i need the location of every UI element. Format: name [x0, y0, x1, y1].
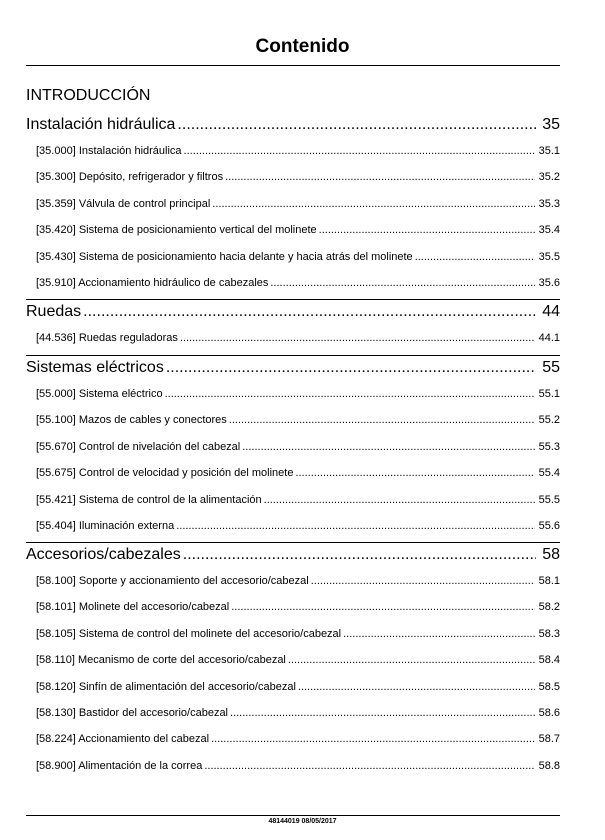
toc-section-page: 58.8: [538, 759, 560, 772]
toc-section-page: 55.5: [538, 493, 560, 506]
toc-leader-dots: [298, 681, 535, 693]
toc-chapter-row[interactable]: [26, 546, 560, 564]
toc-section-row[interactable]: [26, 628, 560, 640]
toc-leader-dots: [225, 171, 534, 183]
chapter-separator: [26, 355, 560, 356]
toc-leader-dots: [180, 332, 535, 344]
toc-section-row[interactable]: [26, 494, 560, 506]
toc-section-row[interactable]: [26, 198, 560, 210]
toc-section-page: 35.3: [538, 197, 560, 210]
toc-section-page: 35.5: [538, 250, 560, 263]
toc-chapter-label[interactable]: Instalación hidráulica: [26, 116, 176, 133]
toc-section-row[interactable]: [26, 171, 560, 183]
toc-section-page: 55.2: [538, 414, 560, 427]
toc-section-label[interactable]: [35.359] Válvula de control principal: [36, 197, 211, 210]
toc-chapter-page: 35: [542, 116, 560, 133]
toc-section-page: 58.5: [538, 680, 560, 693]
toc-section-page: 58.6: [538, 707, 560, 719]
toc-section-row[interactable]: [26, 467, 560, 479]
toc-section-label[interactable]: [55.421] Sistema de control de la alimentación: [36, 493, 262, 506]
toc-leader-dots: [177, 116, 536, 134]
toc-section-row[interactable]: [26, 414, 560, 426]
toc-section-page: 55.1: [538, 388, 560, 400]
toc-section-label[interactable]: [58.101] Molinete del accesorio/cabezal: [36, 601, 230, 614]
toc-section-row[interactable]: [26, 601, 560, 613]
toc-section-row[interactable]: [26, 654, 560, 666]
toc-leader-dots: [166, 359, 536, 377]
toc-section-page: 55.3: [538, 440, 560, 453]
intro-heading[interactable]: INTRODUCCIÓN: [26, 87, 151, 104]
toc-section-label[interactable]: [55.404] Iluminación externa: [36, 520, 175, 532]
toc-section-label[interactable]: [58.224] Accionamiento del cabezal: [36, 733, 210, 746]
toc-section-page: 44.1: [538, 332, 560, 344]
toc-section-label[interactable]: [35.430] Sistema de posicionamiento hacia delante y hacia atrás del molinete: [36, 250, 413, 263]
toc-section-row[interactable]: [26, 224, 560, 236]
document-footer: 48144019 08/05/2017: [268, 818, 337, 825]
toc-section-label[interactable]: [55.000] Sistema eléctrico: [36, 388, 163, 400]
page-title: Contenido: [255, 36, 350, 57]
toc-chapter-row[interactable]: [26, 359, 560, 377]
toc-leader-dots: [83, 303, 536, 321]
toc-chapter-row[interactable]: [26, 303, 560, 321]
toc-section-row[interactable]: [26, 441, 560, 453]
toc-chapter-page: 58: [542, 546, 560, 563]
toc-section-row[interactable]: [26, 733, 560, 745]
footer-rule: [26, 815, 560, 816]
toc-section-label[interactable]: [35.910] Accionamiento hidráulico de cabezales: [36, 277, 269, 289]
toc-section-row[interactable]: [26, 760, 560, 772]
toc-section-label[interactable]: [55.100] Mazos de cables y conectores: [36, 414, 227, 427]
toc-leader-dots: [211, 733, 535, 745]
toc-chapter-label[interactable]: Ruedas: [26, 303, 82, 320]
toc-leader-dots: [311, 575, 535, 587]
toc-leader-dots: [212, 198, 534, 210]
toc-section-row[interactable]: [26, 707, 560, 719]
toc-section-row[interactable]: [26, 388, 560, 400]
toc-leader-dots: [231, 601, 534, 613]
toc-section-row[interactable]: [26, 251, 560, 263]
title-rule: [26, 65, 560, 66]
toc-section-label[interactable]: [35.300] Depósito, refrigerador y filtros: [36, 171, 224, 184]
toc-leader-dots: [176, 520, 534, 532]
toc-leader-dots: [229, 414, 535, 426]
toc-section-label[interactable]: [58.110] Mecanismo de corte del accesorio/cabezal: [36, 654, 286, 667]
toc-chapter-page: 55: [542, 359, 560, 376]
toc-section-page: 58.3: [538, 627, 560, 640]
toc-leader-dots: [270, 277, 534, 289]
toc-section-row[interactable]: [26, 332, 560, 344]
toc-section-row[interactable]: [26, 681, 560, 693]
toc-section-row[interactable]: [26, 520, 560, 532]
toc-leader-dots: [415, 251, 535, 263]
toc-section-label[interactable]: [58.105] Sistema de control del molinete del accesorio/cabezal: [36, 627, 342, 640]
toc-leader-dots: [204, 760, 534, 772]
toc-chapter-label[interactable]: Sistemas eléctricos: [26, 359, 164, 376]
toc-section-row[interactable]: [26, 277, 560, 289]
toc-leader-dots: [184, 145, 535, 157]
toc-leader-dots: [319, 224, 535, 236]
toc-leader-dots: [343, 628, 534, 640]
chapter-separator: [26, 299, 560, 300]
toc-chapter-page: 44: [542, 303, 560, 320]
toc-section-row[interactable]: [26, 145, 560, 157]
toc-section-label[interactable]: [55.670] Control de nivelación del cabezal: [36, 440, 241, 453]
toc-section-label[interactable]: [58.900] Alimentación de la correa: [36, 759, 203, 772]
toc-section-label[interactable]: [44.536] Ruedas reguladoras: [36, 332, 178, 344]
chapter-separator: [26, 542, 560, 543]
toc-leader-dots: [264, 494, 535, 506]
toc-leader-dots: [242, 441, 534, 453]
toc-section-page: 58.2: [538, 601, 560, 614]
toc-section-page: 58.1: [538, 575, 560, 587]
toc-leader-dots: [165, 388, 535, 400]
toc-section-row[interactable]: [26, 575, 560, 587]
toc-section-page: 58.4: [538, 654, 560, 667]
toc-section-page: 58.7: [538, 733, 560, 746]
toc-section-page: 35.4: [538, 224, 560, 237]
toc-section-page: 35.1: [538, 145, 560, 157]
toc-section-label[interactable]: [55.675] Control de velocidad y posición del molinete: [36, 467, 294, 480]
toc-section-page: 35.2: [538, 171, 560, 184]
toc-section-page: 55.6: [538, 520, 560, 532]
toc-section-label[interactable]: [35.000] Instalación hidráulica: [36, 145, 182, 157]
toc-leader-dots: [288, 654, 535, 666]
toc-section-label[interactable]: [58.120] Sinfín de alimentación del accesorio/cabezal: [36, 680, 296, 693]
toc-leader-dots: [230, 707, 535, 719]
toc-section-label[interactable]: [35.420] Sistema de posicionamiento vertical del molinete: [36, 224, 317, 237]
toc-leader-dots: [183, 546, 536, 564]
toc-section-label[interactable]: [58.130] Bastidor del accesorio/cabezal: [36, 707, 229, 719]
toc-chapter-row[interactable]: [26, 116, 560, 134]
toc-section-label[interactable]: [58.100] Soporte y accionamiento del accesorio/cabezal: [36, 575, 309, 587]
toc-section-page: 55.4: [538, 467, 560, 480]
toc-section-page: 35.6: [538, 277, 560, 289]
toc-chapter-label[interactable]: Accesorios/cabezales: [26, 546, 181, 563]
toc-leader-dots: [295, 467, 534, 479]
